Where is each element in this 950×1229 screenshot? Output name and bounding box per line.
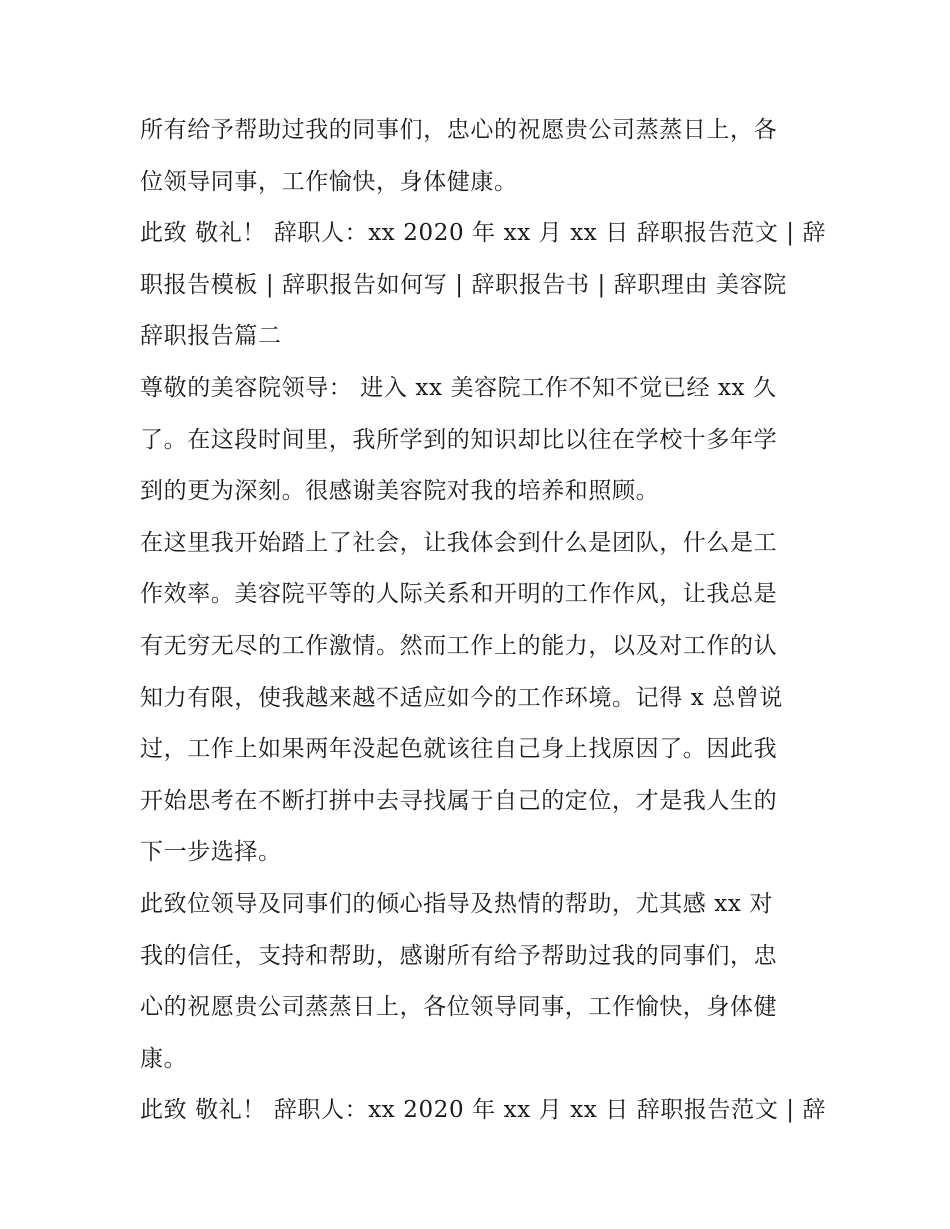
- document-body: [140, 105, 827, 1137]
- text-line: 了。在这段时间里，我所学到的知识却比以往在学校十多年学: [140, 426, 778, 453]
- text-line: 此致 敬礼！ 辞职人：xx 2020 年 xx 月 xx 日 辞职报告范文 | 辞: [140, 1097, 827, 1124]
- text-line: 职报告模板 | 辞职报告如何写 | 辞职报告书 | 辞职理由 美容院: [140, 271, 787, 298]
- text-line: 我的信任，支持和帮助，感谢所有给予帮助过我的同事们，忠: [140, 942, 778, 969]
- text-line: 作效率。美容院平等的人际关系和开明的工作作风，让我总是: [140, 581, 778, 608]
- text-line: 有无穷无尽的工作激情。然而工作上的能力，以及对工作的认: [140, 632, 778, 659]
- text-line: 康。: [140, 1045, 188, 1072]
- text-line: 在这里我开始踏上了社会，让我体会到什么是团队，什么是工: [140, 529, 778, 556]
- text-line: 尊敬的美容院领导： 进入 xx 美容院工作不知不觉已经 xx 久: [140, 374, 777, 401]
- text-line: 位领导同事，工作愉快，身体健康。: [140, 168, 518, 195]
- text-line: 下一步选择。: [140, 839, 282, 866]
- text-line: 心的祝愿贵公司蒸蒸日上，各位领导同事，工作愉快，身体健: [140, 994, 778, 1021]
- text-line: 过，工作上如果两年没起色就该往自己身上找原因了。因此我: [140, 736, 778, 763]
- text-line: 开始思考在不断打拼中去寻找属于自己的定位，才是我人生的: [140, 787, 778, 814]
- text-line: 知力有限，使我越来越不适应如今的工作环境。记得 x 总曾说: [140, 684, 783, 711]
- text-line: 所有给予帮助过我的同事们，忠心的祝愿贵公司蒸蒸日上，各: [140, 117, 778, 143]
- text-line: 此致 敬礼！ 辞职人：xx 2020 年 xx 月 xx 日 辞职报告范文 | 辞: [140, 220, 827, 247]
- text-line: 此致位领导及同事们的倾心指导及热情的帮助，尤其感 xx 对: [140, 890, 773, 917]
- text-line: 到的更为深刻。很感谢美容院对我的培养和照顾。: [140, 478, 660, 505]
- section-heading: 辞职报告篇二: [140, 323, 282, 350]
